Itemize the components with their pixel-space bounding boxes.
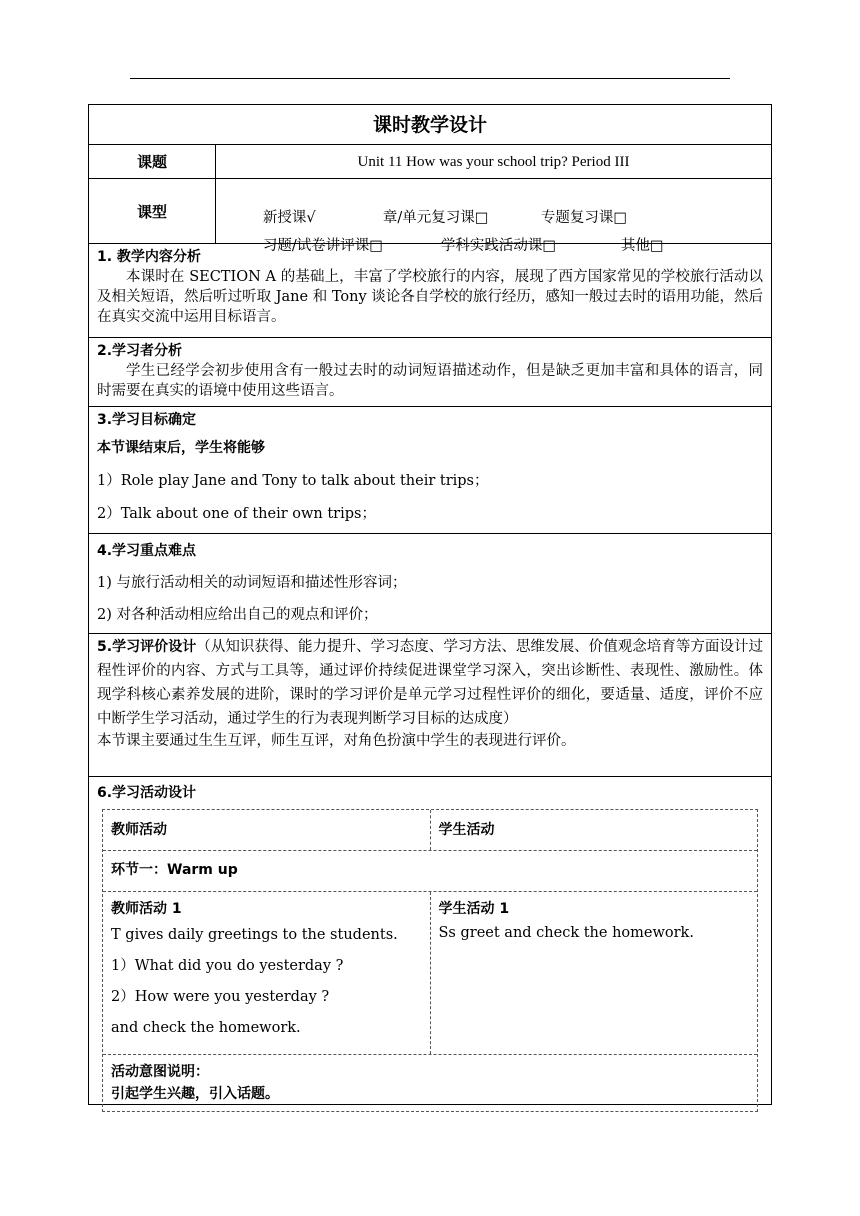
topic-row [89, 145, 771, 179]
intent-row [103, 1055, 757, 1111]
lesson-type-row [89, 179, 771, 254]
topic-value: Unit 11 How was your school trip? Period III [357, 154, 630, 170]
intent-text: 引起学生兴趣，引入话题。 [111, 1086, 279, 1102]
teacher-activity-heading: 教师活动 1 [111, 901, 182, 917]
intent-cell [103, 1055, 757, 1111]
lesson-design-table [88, 104, 772, 1105]
section-evaluation [89, 634, 771, 777]
section-learner-analysis [89, 338, 771, 407]
section-text: 学生已经学会初步使用含有一般过去时的动词短语描述动作，但是缺乏更加丰富和具体的语言，同时需要在真实的语境中使用这些语言。 [97, 363, 763, 399]
stage-title: 环节一：Warm up [111, 862, 238, 878]
lesson-type-option: 新授课√ [262, 210, 316, 226]
key-point-item: 1) 与旅行活动相关的动词短语和描述性形容词； [97, 575, 407, 591]
topic-label: 课题 [89, 145, 216, 178]
lesson-type-option: 学科实践活动课□ [440, 238, 557, 254]
section-heading: 2.学习者分析 [97, 343, 183, 359]
teacher-column-header: 教师活动 [111, 822, 167, 838]
section-heading: 1. 教学内容分析 [97, 249, 201, 265]
student-activity-heading: 学生活动 1 [438, 901, 510, 917]
section-activities [89, 777, 771, 1104]
student-activity-cell [430, 892, 758, 1054]
student-activity-line: Ss greet and check the homework. [438, 925, 694, 941]
objective-item: 2）Talk about one of their own trips； [97, 506, 376, 522]
section-heading: 3.学习目标确定 [97, 412, 197, 428]
lesson-type-option: 专题复习课□ [540, 210, 628, 226]
section-key-points [89, 534, 771, 634]
table-title: 课时教学设计 [89, 105, 771, 145]
section-subheading: 本节课结束后，学生将能够 [97, 440, 265, 456]
section-text: 本课时在 SECTION A 的基础上，丰富了学校旅行的内容，展现了西方国家常见的学校旅行活动以及相关短语，然后听过听取 Jane 和 Tony 谈论各自学校的旅行经历，感知一般过去时的语用功能，然后在真实交流中运用目标语言。 [97, 269, 763, 325]
section-text: （从知识获得、能力提升、学习态度、学习方法、思维发展、价值观念培育等方面设计过程性评价的内容、方式与工具等，通过评价持续促进课堂学习深入，突出诊断性、表现性、激励性。体现学科核心素养发展的进阶，课时的学习评价是单元学习过程性评价的细化，要适量、适度，评价不应中断学生学习活动，通过学生的行为表现判断学习目标的达成度） [97, 639, 764, 727]
objective-item: 1）Role play Jane and Tony to talk about their trips； [97, 473, 489, 489]
teacher-activity-line: 2）How were you yesterday ? [111, 989, 330, 1005]
activity-table [102, 809, 758, 1112]
lesson-type-label: 课型 [89, 179, 216, 243]
section-heading: 5.学习评价设计 [97, 639, 197, 655]
section-objectives [89, 407, 771, 534]
section-content-analysis [89, 244, 771, 338]
intent-label: 活动意图说明： [111, 1064, 209, 1080]
header-rule [130, 78, 730, 79]
lesson-type-option: 章/单元复习课□ [382, 210, 489, 226]
student-column-header: 学生活动 [430, 810, 758, 850]
teacher-activity-line: T gives daily greetings to the students. [111, 927, 398, 943]
lesson-type-option: 习题/试卷讲评课□ [262, 238, 383, 254]
section-text: 本节课主要通过生生互评，师生互评，对角色扮演中学生的表现进行评价。 [97, 733, 576, 749]
activity-header-row [103, 810, 757, 851]
activity-row [103, 892, 757, 1055]
lesson-type-options [216, 179, 771, 254]
section-heading: 6.学习活动设计 [97, 785, 197, 801]
teacher-activity-cell [103, 892, 430, 1054]
lesson-type-option: 其他□ [620, 238, 664, 254]
teacher-activity-line: 1）What did you do yesterday ? [111, 958, 344, 974]
section-heading: 4.学习重点难点 [97, 543, 197, 559]
stage-row [103, 851, 757, 892]
teacher-activity-line: and check the homework. [111, 1020, 301, 1036]
evaluation-text-block [97, 635, 763, 731]
key-point-item: 2) 对各种活动相应给出自己的观点和评价； [97, 607, 378, 623]
